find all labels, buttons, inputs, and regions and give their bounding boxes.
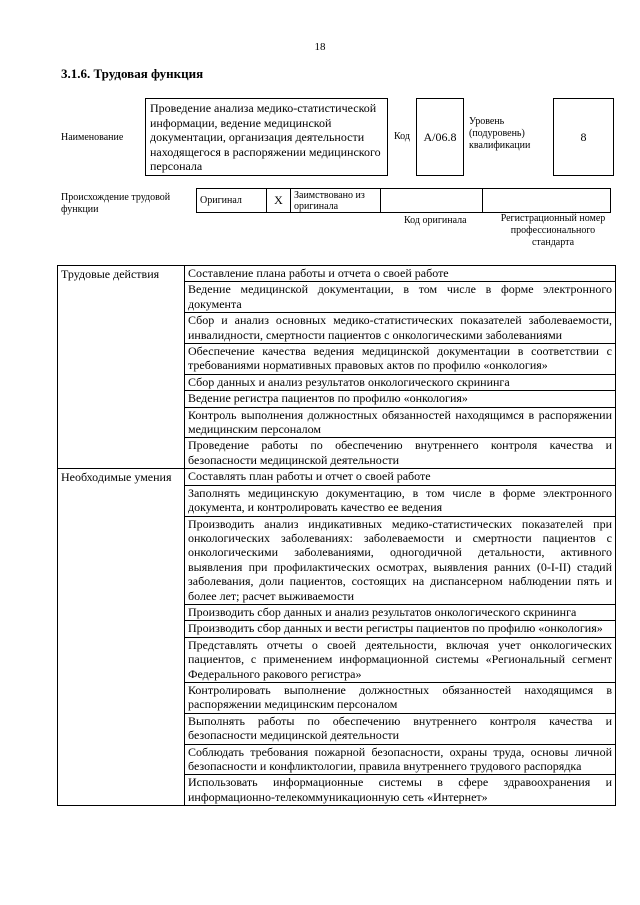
original-code-cell xyxy=(381,189,483,213)
function-name: Проведение анализа медико-статистической информации, ведение медицинской документации, организация деятельности находящегося в распоряжении медицинского персонала xyxy=(150,101,381,173)
original-mark: X xyxy=(267,189,291,213)
level-label: Уровень (подуровень) квалификации xyxy=(469,116,531,151)
page-number: 18 xyxy=(314,41,326,53)
origin-table xyxy=(196,188,611,213)
required-skills-item: Использовать информационные системы в сфере здравоохранения и информационно-телекоммуникационную сеть «Интернет» xyxy=(185,775,616,806)
reg-number-caption: Регистрационный номер профессионального стандарта xyxy=(500,213,606,248)
labor-actions-header: Трудовые действия xyxy=(58,266,185,469)
origin-label: Происхождение трудовой функции xyxy=(61,192,171,215)
borrowed-label: Заимствовано из оригинала xyxy=(291,189,381,213)
labor-actions-item: Проведение работы по обеспечению внутреннего контроля качества и безопасности медицинской деятельности xyxy=(185,438,616,469)
original-code-caption: Код оригинала xyxy=(404,215,467,226)
labor-actions-item: Обеспечение качества ведения медицинской документации в соответствии с требованиями нормативных правовых актов по профилю «онкология» xyxy=(185,344,616,375)
labor-actions-item: Составление плана работы и отчета о своей работе xyxy=(185,266,616,282)
required-skills-item: Производить сбор данных и вести регистры пациентов по профилю «онкология» xyxy=(185,621,616,637)
required-skills-row xyxy=(58,469,616,485)
code-label: Код xyxy=(394,131,410,142)
labor-actions-item: Ведение медицинской документации, в том числе в форме электронного документа xyxy=(185,282,616,313)
code-box xyxy=(416,98,464,176)
function-details-table xyxy=(57,265,616,806)
required-skills-item: Производить сбор данных и анализ результатов онкологического скрининга xyxy=(185,604,616,620)
required-skills-item: Заполнять медицинскую документацию, в том числе в форме электронного документа, и контролировать качество ее ведения xyxy=(185,485,616,516)
required-skills-item: Представлять отчеты о своей деятельности, включая учет онкологических пациентов, с применением информационной системы «Региональный сегмент Федерального ракового регистра» xyxy=(185,637,616,682)
labor-actions-item: Ведение регистра пациентов по профилю «онкология» xyxy=(185,391,616,407)
required-skills-header: Необходимые умения xyxy=(58,469,185,806)
required-skills-item: Соблюдать требования пожарной безопасности, охраны труда, основы личной безопасности и конфликтологии, правила внутреннего трудового распорядка xyxy=(185,744,616,775)
labor-actions-item: Сбор данных и анализ результатов онкологического скрининга xyxy=(185,374,616,390)
section-title: 3.1.6. Трудовая функция xyxy=(61,66,204,81)
required-skills-item: Составлять план работы и отчет о своей работе xyxy=(185,469,616,485)
required-skills-item: Производить анализ индикативных медико-статистических показателей при онкологических заболеваниях: заболеваемости и смертности пациентов с онкологическими заболеваниями, одногодичной детальности, активного выявления при профилактических осмотрах, выявления ранних (0-I-II) стадий заболевания, доли пациентов, состоящих на диспансерном наблюдении пять и более лет; расчет выживаемости xyxy=(185,516,616,604)
level-box xyxy=(553,98,614,176)
labor-actions-row xyxy=(58,266,616,282)
name-box xyxy=(145,98,388,176)
original-label: Оригинал xyxy=(197,189,267,213)
labor-actions-item: Сбор и анализ основных медико-статистических показателей заболеваемости, инвалидности, смертности пациентов с онкологическими заболеваниями xyxy=(185,313,616,344)
name-label: Наименование xyxy=(61,132,124,143)
required-skills-item: Выполнять работы по обеспечению внутреннего контроля качества и безопасности медицинской деятельности xyxy=(185,713,616,744)
labor-actions-item: Контроль выполнения должностных обязанностей находящимся в распоряжении медицинским персоналом xyxy=(185,407,616,438)
reg-number-cell xyxy=(483,189,611,213)
level-value: 8 xyxy=(580,130,587,144)
required-skills-item: Контролировать выполнение должностных обязанностей находящимся в распоряжении медицинским персоналом xyxy=(185,682,616,713)
code-value: А/06.8 xyxy=(423,130,457,144)
